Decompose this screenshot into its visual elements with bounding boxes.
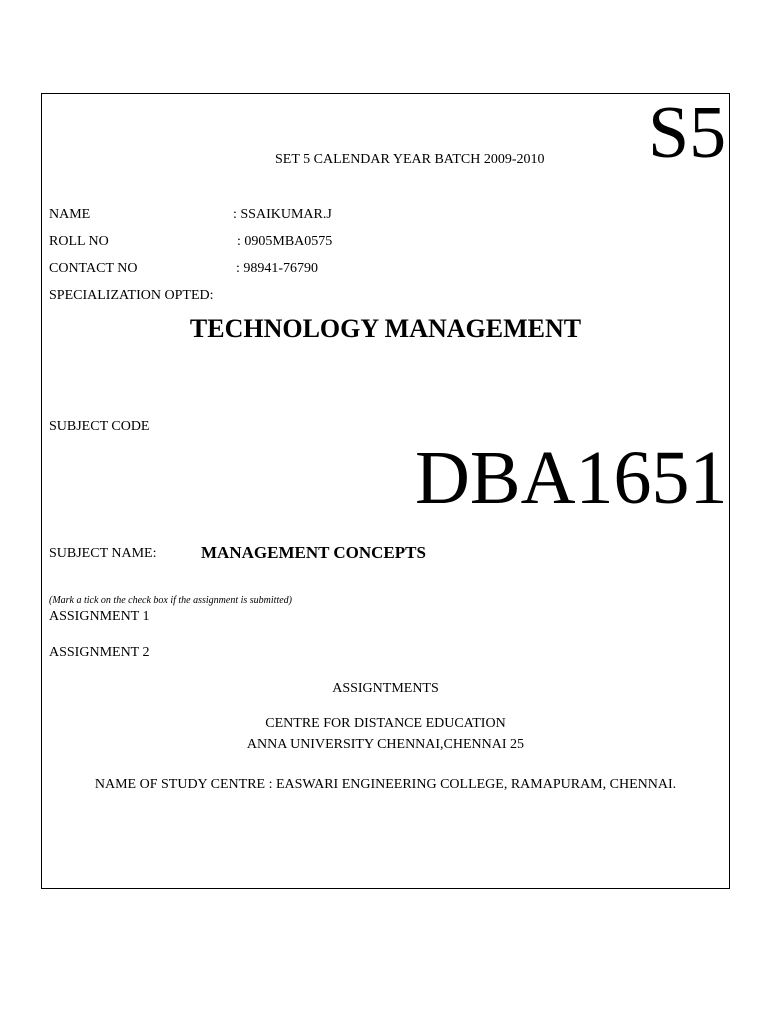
assignment-2-label: ASSIGNMENT 2 bbox=[49, 645, 150, 660]
set-code: S5 bbox=[648, 92, 727, 174]
name-value: : SSAIKUMAR.J bbox=[233, 207, 332, 222]
subject-code-label: SUBJECT CODE bbox=[49, 419, 150, 434]
contact-label: CONTACT NO bbox=[49, 261, 138, 276]
specialization-value: TECHNOLOGY MANAGEMENT bbox=[189, 314, 582, 343]
cover-sheet bbox=[41, 93, 730, 889]
subject-code: DBA1651 bbox=[415, 436, 728, 520]
assignment-note: (Mark a tick on the check box if the assignment is submitted) bbox=[49, 595, 292, 606]
centre-line-1: CENTRE FOR DISTANCE EDUCATION bbox=[265, 716, 506, 731]
roll-label: ROLL NO bbox=[49, 234, 109, 249]
centre-line-2: ANNA UNIVERSITY CHENNAI,CHENNAI 25 bbox=[246, 737, 525, 752]
assignment-1-label: ASSIGNMENT 1 bbox=[49, 609, 150, 624]
subject-name: MANAGEMENT CONCEPTS bbox=[201, 543, 426, 562]
batch-line: SET 5 CALENDAR YEAR BATCH 2009-2010 bbox=[275, 152, 545, 167]
assignments-heading: ASSIGNTMENTS bbox=[332, 681, 439, 696]
name-label: NAME bbox=[49, 207, 91, 222]
specialization-label: SPECIALIZATION OPTED: bbox=[49, 288, 214, 303]
subject-name-label: SUBJECT NAME: bbox=[49, 546, 157, 561]
contact-value: : 98941-76790 bbox=[236, 261, 319, 276]
study-centre: NAME OF STUDY CENTRE : EASWARI ENGINEERING COLLEGE, RAMAPURAM, CHENNAI. bbox=[94, 777, 677, 792]
roll-value: : 0905MBA0575 bbox=[237, 234, 333, 249]
